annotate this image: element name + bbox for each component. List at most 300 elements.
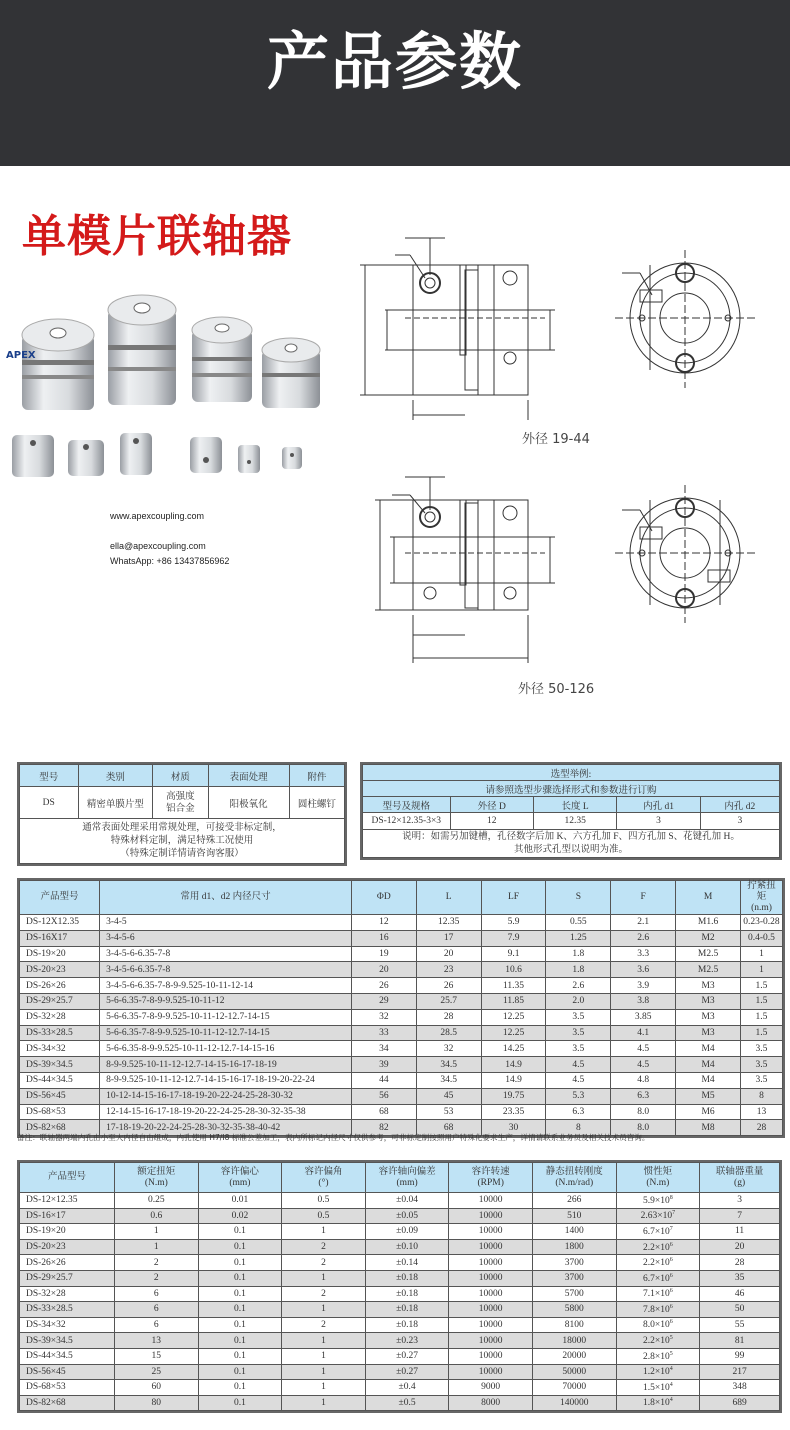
table-cell: M3 (676, 993, 741, 1009)
table-cell: 3.5 (740, 1072, 782, 1088)
table-cell: 3.6 (611, 962, 676, 978)
table-cell: 2 (282, 1317, 366, 1333)
table-cell: 2 (282, 1255, 366, 1271)
email-link[interactable]: ella@apexcoupling.com (110, 541, 206, 551)
col-length-l: 长度 L (533, 797, 616, 813)
table-cell: DS-56×45 (20, 1088, 100, 1104)
front-view (615, 485, 755, 623)
table-row (20, 1025, 783, 1041)
inertia-mantissa: 2.8×10 (642, 1351, 670, 1362)
table-cell: 4.5 (611, 1041, 676, 1057)
column-header: L (416, 881, 481, 915)
table-cell: 1 (282, 1224, 366, 1240)
table-cell: 20 (351, 962, 416, 978)
table-row (20, 1348, 780, 1364)
selection-subtitle: 请参照选型步骤选择形式和参数进行订购 (363, 781, 780, 797)
inertia-exponent: 7 (669, 1225, 673, 1232)
content-card-top (0, 166, 790, 178)
table-cell: 8000 (449, 1395, 533, 1411)
inertia-exponent: 4 (669, 1397, 673, 1404)
table-cell: DS-26×26 (20, 1255, 115, 1271)
inertia-exponent: 7 (672, 1210, 676, 1217)
coupling-large-2 (108, 295, 176, 405)
table-cell: 53 (416, 1104, 481, 1120)
table-cell: ±0.27 (365, 1364, 449, 1380)
table-cell: 34.5 (416, 1057, 481, 1073)
table-cell: DS-32×28 (20, 1286, 115, 1302)
table-cell: 6 (115, 1317, 199, 1333)
inertia-mantissa: 2.2×10 (642, 1336, 670, 1347)
table-cell: 12.25 (481, 1025, 546, 1041)
inertia-mantissa: 8.0×10 (642, 1320, 670, 1331)
table-row (20, 1380, 780, 1396)
table-cell: 3.5 (546, 1041, 611, 1057)
table-cell: 4.5 (546, 1057, 611, 1073)
table-cell: 10000 (449, 1239, 533, 1255)
table-cell (616, 1270, 700, 1286)
note-line: 通常表面处理采用常规处理，可接受非标定制， (82, 822, 282, 833)
table-cell: 17 (416, 930, 481, 946)
coupling-small-row (12, 433, 302, 477)
table-cell: 25.7 (416, 993, 481, 1009)
column-header: 额定扭矩 (N.m) (115, 1163, 199, 1193)
table-row (20, 1224, 780, 1240)
table-cell: DS-82×68 (20, 1395, 115, 1411)
table-cell: 0.5 (282, 1193, 366, 1209)
column-header: 容许转速 (RPM) (449, 1163, 533, 1193)
table-cell: 5800 (532, 1302, 616, 1318)
info-note-row (20, 819, 345, 864)
table-cell: 1400 (532, 1224, 616, 1240)
inertia-mantissa: 1.5×10 (642, 1383, 670, 1393)
table-cell: 1 (115, 1239, 199, 1255)
cell-length-l: 12.35 (533, 813, 616, 830)
table-cell: 2 (115, 1270, 199, 1286)
table-cell: DS-33×28.5 (20, 1025, 100, 1041)
table-cell: 3.3 (611, 946, 676, 962)
table-cell: ±0.14 (365, 1255, 449, 1271)
table-cell: 9.1 (481, 946, 546, 962)
side-view (360, 238, 555, 420)
table-cell: 0.1 (198, 1270, 282, 1286)
table-cell: 28 (700, 1255, 780, 1271)
table-cell: 2 (282, 1286, 366, 1302)
column-header: 惯性矩 (N.m) (616, 1163, 700, 1193)
table-cell: 10000 (449, 1224, 533, 1240)
table-cell: 26 (416, 978, 481, 994)
table-cell: 12 (351, 915, 416, 931)
table-cell: 82 (351, 1120, 416, 1136)
col-spec: 型号及规格 (363, 797, 451, 813)
page-header (0, 0, 790, 166)
table-cell: 3.9 (611, 978, 676, 994)
selection-note (363, 830, 780, 858)
table-cell: 0.1 (198, 1333, 282, 1349)
table-cell: 2.0 (546, 993, 611, 1009)
table-cell: 0.1 (198, 1380, 282, 1396)
inertia-mantissa: 2.63×10 (640, 1211, 673, 1222)
table-cell: 0.55 (546, 915, 611, 931)
col-bore-d2: 内孔 d2 (700, 797, 779, 813)
column-header: 静态扭转刚度 (N.m/rad) (532, 1163, 616, 1193)
table-cell: 26 (351, 978, 416, 994)
column-header: 容许偏角 (°) (282, 1163, 366, 1193)
table-cell: 1.8 (546, 962, 611, 978)
table-cell: 23.35 (481, 1104, 546, 1120)
info-note (20, 819, 345, 864)
inertia-exponent: 6 (669, 1272, 673, 1279)
table-cell: 0.1 (198, 1302, 282, 1318)
table-cell: M3 (676, 1025, 741, 1041)
table-cell: DS-34×32 (20, 1041, 100, 1057)
table-cell: 0.6 (115, 1208, 199, 1224)
table-cell: 4.1 (611, 1025, 676, 1041)
inertia-exponent: 8 (669, 1194, 673, 1201)
inertia-mantissa: 1.2×10 (642, 1367, 670, 1378)
table-cell: 0.25 (115, 1193, 199, 1209)
table-cell: 0.01 (198, 1193, 282, 1209)
coupling-large-1 (22, 319, 94, 410)
table-cell: 15 (115, 1348, 199, 1364)
column-header: 容许偏心 (mm) (198, 1163, 282, 1193)
table-cell: 0.23-0.28 (740, 915, 782, 931)
apex-logo: APEX (6, 350, 36, 361)
table-cell (616, 1239, 700, 1255)
table-cell: 10.6 (481, 962, 546, 978)
table-row (20, 1317, 780, 1333)
inertia-mantissa: 2.2×10 (642, 1258, 670, 1269)
table-cell: 56 (351, 1088, 416, 1104)
cell-bore-d2: 3 (700, 813, 779, 830)
table-cell: 140000 (532, 1395, 616, 1411)
table-cell: 10000 (449, 1286, 533, 1302)
inertia-exponent: 6 (669, 1257, 673, 1264)
cell-outer-d: 12 (450, 813, 533, 830)
table-row (20, 993, 783, 1009)
front-view (615, 250, 755, 388)
table-cell: M1.6 (676, 915, 741, 931)
drawing-19-44 (350, 220, 790, 420)
product-photo (0, 275, 345, 490)
table-cell (616, 1224, 700, 1240)
table-cell: 10000 (449, 1302, 533, 1318)
cell-spec: DS-12×12.35-3×3 (363, 813, 451, 830)
table-cell: 12.25 (481, 1009, 546, 1025)
drawing-caption-50-126: 外径 50-126 (518, 682, 595, 697)
table-cell: 0.5 (282, 1208, 366, 1224)
table-cell: 3-4-5-6-6.35-7-8 (100, 946, 352, 962)
performance-table (17, 1160, 782, 1413)
table-cell: 1800 (532, 1239, 616, 1255)
table-cell: ±0.5 (365, 1395, 449, 1411)
note-line: 说明：如需另加键槽，孔径数字后加 K、六方孔加 F、四方孔加 S、花键孔加 H。 (402, 831, 740, 842)
column-header: 产品型号 (20, 881, 100, 915)
table-cell: 34 (351, 1041, 416, 1057)
table-cell: 510 (532, 1208, 616, 1224)
table-cell: 5-6-6.35-7-8-9-9.525-10-11-12 (100, 993, 352, 1009)
note-line: 特殊材料定制，满足特殊工况使用 (110, 835, 254, 846)
table-cell: 20 (416, 946, 481, 962)
table-cell: M2.5 (676, 946, 741, 962)
table-cell: 1.5 (740, 1009, 782, 1025)
table-cell (616, 1380, 700, 1396)
table-cell: 5-6-6.35-7-8-9-9.525-10-11-12-12.7-14-15 (100, 1025, 352, 1041)
table-cell: 7.9 (481, 930, 546, 946)
table-row (20, 1193, 780, 1209)
table-cell: 1 (282, 1364, 366, 1380)
table-cell: 0.1 (198, 1286, 282, 1302)
table-cell: 20 (700, 1239, 780, 1255)
table-cell: 10000 (449, 1317, 533, 1333)
table-cell: 1 (282, 1380, 366, 1396)
note-line: （特殊定制详情请咨询客服） (120, 848, 244, 859)
cell-surface: 阳极氧化 (208, 787, 289, 819)
table-cell: 1.5 (740, 993, 782, 1009)
table-row (20, 1057, 783, 1073)
table-cell: DS-68×53 (20, 1380, 115, 1396)
table-cell: 3-4-5 (100, 915, 352, 931)
table-cell: 217 (700, 1364, 780, 1380)
table-cell: M2.5 (676, 962, 741, 978)
column-header: 常用 d1、d2 内径尺寸 (100, 881, 352, 915)
column-header: LF (481, 881, 546, 915)
inertia-mantissa: 1.8×10 (642, 1398, 670, 1409)
table-cell: 80 (115, 1395, 199, 1411)
table-cell: DS-20×23 (20, 962, 100, 978)
table-row (20, 1088, 783, 1104)
table-cell: 12.35 (416, 915, 481, 931)
table-cell: M4 (676, 1072, 741, 1088)
table-cell: 32 (416, 1041, 481, 1057)
table-row (20, 1104, 783, 1120)
table-cell: DS-82×68 (20, 1120, 100, 1136)
table-cell: 0.1 (198, 1348, 282, 1364)
table-cell: ±0.27 (365, 1348, 449, 1364)
table-cell: 0.1 (198, 1239, 282, 1255)
table-cell: 2.1 (611, 915, 676, 931)
table-cell: 14.9 (481, 1072, 546, 1088)
cell-category: 精密单膜片型 (78, 787, 153, 819)
table-cell: DS-19×20 (20, 946, 100, 962)
inertia-exponent: 5 (669, 1350, 673, 1357)
column-header: M (676, 881, 741, 915)
table-cell: 29 (351, 993, 416, 1009)
inertia-exponent: 4 (669, 1366, 673, 1373)
table-cell (616, 1286, 700, 1302)
table-row (20, 978, 783, 994)
table-cell: 3.5 (546, 1009, 611, 1025)
table-cell: 28 (416, 1009, 481, 1025)
table-cell: DS-33×28.5 (20, 1302, 115, 1318)
table-cell: 8-9-9.525-10-11-12-12.7-14-15-16-17-18-19 (100, 1057, 352, 1073)
table-row (20, 1208, 780, 1224)
table-cell: 34.5 (416, 1072, 481, 1088)
table-cell: 3.5 (740, 1041, 782, 1057)
table-cell: 17-18-19-20-22-24-25-28-30-32-35-38-40-42 (100, 1120, 352, 1136)
inertia-exponent: 6 (669, 1319, 673, 1326)
column-header: 拧紧扭矩 (n.m) (740, 881, 782, 915)
table-cell: 2 (282, 1239, 366, 1255)
table-cell: 32 (351, 1009, 416, 1025)
inertia-mantissa: 6.7×10 (642, 1227, 670, 1238)
table-cell: 0.1 (198, 1255, 282, 1271)
table-row (20, 1333, 780, 1349)
selection-header-row (363, 797, 780, 813)
table-cell: 30 (481, 1120, 546, 1136)
table-cell (616, 1208, 700, 1224)
table-cell: M4 (676, 1057, 741, 1073)
table-cell: DS-34×32 (20, 1317, 115, 1333)
table-cell: 0.1 (198, 1224, 282, 1240)
table-cell: DS-56×45 (20, 1364, 115, 1380)
table-cell (616, 1302, 700, 1318)
table-cell: 3-4-5-6-6.35-7-8 (100, 962, 352, 978)
table-cell: DS-12X12.35 (20, 915, 100, 931)
table-cell: 9000 (449, 1380, 533, 1396)
table-cell: 1.25 (546, 930, 611, 946)
table-cell: 3.5 (740, 1057, 782, 1073)
table-cell: DS-20×23 (20, 1239, 115, 1255)
table-cell: 4.8 (611, 1072, 676, 1088)
table-cell: 5700 (532, 1286, 616, 1302)
info-header-row (20, 765, 345, 787)
selection-title: 选型举例: (363, 765, 780, 781)
product-promo (0, 180, 345, 580)
table-cell: M4 (676, 1041, 741, 1057)
column-header: 联轴器重量 (g) (700, 1163, 780, 1193)
table-cell: 19 (351, 946, 416, 962)
selection-note-row (363, 830, 780, 858)
table-cell: 348 (700, 1380, 780, 1396)
table-cell: DS-29×25.7 (20, 1270, 115, 1286)
table-cell: 6.3 (611, 1088, 676, 1104)
inertia-mantissa: 7.1×10 (642, 1289, 670, 1300)
table-row (20, 915, 783, 931)
website-link[interactable]: www.apexcoupling.com (110, 511, 205, 521)
cell-material: 高强度 铝合金 (153, 787, 208, 819)
table-cell: 10000 (449, 1193, 533, 1209)
table-cell: ±0.10 (365, 1239, 449, 1255)
table-cell: 3.8 (611, 993, 676, 1009)
table-cell: DS-26×26 (20, 978, 100, 994)
table-cell: 25 (115, 1364, 199, 1380)
table-cell: 44 (351, 1072, 416, 1088)
table-cell: M8 (676, 1120, 741, 1136)
table-cell: 33 (351, 1025, 416, 1041)
table-cell: 1 (115, 1224, 199, 1240)
inertia-mantissa: 5.9×10 (642, 1195, 670, 1206)
column-header: 容许轴向偏差 (mm) (365, 1163, 449, 1193)
cell-accessory: 圆柱螺钉 (289, 787, 344, 819)
table-cell: 8 (546, 1120, 611, 1136)
col-accessory: 附件 (289, 765, 344, 787)
table-cell: ±0.18 (365, 1317, 449, 1333)
whatsapp-contact: WhatsApp: +86 13437856962 (110, 556, 230, 566)
table-cell: 3700 (532, 1270, 616, 1286)
table-cell: 50000 (532, 1364, 616, 1380)
table-cell: 4.5 (546, 1072, 611, 1088)
table-cell: 60 (115, 1380, 199, 1396)
table-cell: M3 (676, 978, 741, 994)
inertia-mantissa: 6.7×10 (642, 1273, 670, 1284)
product-title: 单模片联轴器 (22, 211, 292, 262)
table-cell: 39 (351, 1057, 416, 1073)
table-row (20, 1255, 780, 1271)
table-cell: 28.5 (416, 1025, 481, 1041)
table-cell: 10000 (449, 1270, 533, 1286)
page-title: 产品参数 (266, 25, 523, 98)
table-cell: DS-32×28 (20, 1009, 100, 1025)
performance-table-body (20, 1193, 780, 1411)
table-cell: ±0.18 (365, 1270, 449, 1286)
table-cell: DS-44×34.5 (20, 1348, 115, 1364)
dimension-table-body (20, 915, 783, 1136)
table-cell: 1.8 (546, 946, 611, 962)
table-cell: 1 (740, 946, 782, 962)
table-cell: 35 (700, 1270, 780, 1286)
table-cell: 45 (416, 1088, 481, 1104)
table-cell: 12-14-15-16-17-18-19-20-22-24-25-28-30-32-35-38 (100, 1104, 352, 1120)
inertia-exponent: 4 (669, 1381, 673, 1388)
table-cell (616, 1364, 700, 1380)
table-cell: M3 (676, 1009, 741, 1025)
table-cell: 55 (700, 1317, 780, 1333)
table-cell: 10-12-14-15-16-17-18-19-20-22-24-25-28-30-32 (100, 1088, 352, 1104)
table-cell: DS-68×53 (20, 1104, 100, 1120)
drawing-50-126 (350, 465, 790, 665)
table-row (20, 1072, 783, 1088)
table-cell: 10000 (449, 1364, 533, 1380)
table-cell: 0.1 (198, 1395, 282, 1411)
info-row (20, 787, 345, 819)
table-cell: 10000 (449, 1255, 533, 1271)
table-cell: 46 (700, 1286, 780, 1302)
table-cell: 5-6-6.35-7-8-9-9.525-10-11-12-12.7-14-15 (100, 1009, 352, 1025)
cell-bore-d1: 3 (617, 813, 700, 830)
table-cell (616, 1193, 700, 1209)
table-cell: 2.6 (611, 930, 676, 946)
table-cell: 1.5 (740, 1025, 782, 1041)
table-cell (616, 1317, 700, 1333)
table-cell: DS-39×34.5 (20, 1057, 100, 1073)
table-cell: 28 (740, 1120, 782, 1136)
inertia-exponent: 5 (669, 1335, 673, 1342)
table-cell: 13 (115, 1333, 199, 1349)
table-cell: 10000 (449, 1208, 533, 1224)
side-view (375, 477, 555, 663)
info-table (17, 762, 347, 866)
inertia-exponent: 6 (669, 1303, 673, 1310)
inertia-mantissa: 7.8×10 (642, 1305, 670, 1316)
performance-header-row (20, 1163, 780, 1193)
table-cell: 2.6 (546, 978, 611, 994)
table-cell: 50 (700, 1302, 780, 1318)
table-cell: 1 (282, 1395, 366, 1411)
table-cell: 11.85 (481, 993, 546, 1009)
table-cell: 10000 (449, 1333, 533, 1349)
table-cell (616, 1395, 700, 1411)
table-row (20, 1286, 780, 1302)
table-cell: DS-16X17 (20, 930, 100, 946)
table-cell: ±0.18 (365, 1302, 449, 1318)
table-cell: 3.5 (546, 1025, 611, 1041)
note-line: 其他形式孔型以说明为准。 (513, 844, 628, 855)
table-cell: DS-12×12.35 (20, 1193, 115, 1209)
table-cell: 3-4-5-6-6.35-7-8-9-9.525-10-11-12-14 (100, 978, 352, 994)
table-cell: 8.0 (611, 1104, 676, 1120)
table-cell: 10000 (449, 1348, 533, 1364)
table-row (20, 1364, 780, 1380)
